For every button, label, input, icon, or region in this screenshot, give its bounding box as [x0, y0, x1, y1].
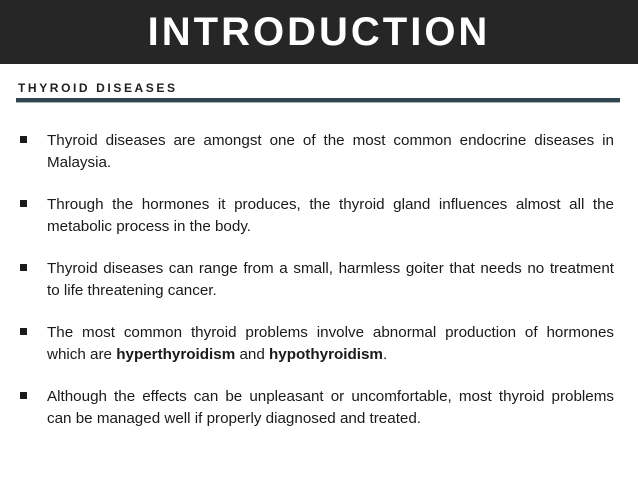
- bullet-text: Thyroid diseases can range from a small, harmless goiter that needs no treatment to life threatening cancer.: [47, 260, 614, 299]
- bullet-text-part: The most common thyroid problems involve abnormal production of hormones which are: [47, 324, 614, 363]
- divider-rule-shadow: [16, 102, 620, 103]
- list-item: [20, 386, 614, 429]
- bullet-text-part: .: [382, 345, 388, 363]
- square-bullet-icon: [20, 258, 47, 271]
- list-item: [20, 194, 614, 237]
- list-item: [20, 130, 614, 173]
- slide-title: INTRODUCTION: [147, 10, 491, 54]
- hypothyroidism-term: hypothyroidism: [269, 345, 383, 363]
- list-item: [20, 322, 614, 365]
- square-bullet-icon: [20, 322, 47, 335]
- bullet-list: [20, 130, 614, 450]
- list-item: [20, 258, 614, 301]
- bullet-text: Through the hormones it produces, the thyroid gland influences almost all the metabolic process in the body.: [47, 196, 614, 235]
- square-bullet-icon: [20, 194, 47, 207]
- bullet-text: [47, 322, 614, 365]
- square-bullet-icon: [20, 386, 47, 399]
- title-bar: [0, 0, 638, 64]
- hyperthyroidism-term: hyperthyroidism: [116, 345, 236, 363]
- bullet-text-part: and: [235, 345, 270, 363]
- square-bullet-icon: [20, 130, 47, 143]
- bullet-text: Thyroid diseases are amongst one of the most common endocrine diseases in Malaysia.: [47, 132, 614, 171]
- section-subtitle: THYROID DISEASES: [18, 81, 178, 95]
- bullet-text: Although the effects can be unpleasant or uncomfortable, most thyroid problems can be managed well if properly diagnosed and treated.: [47, 388, 614, 427]
